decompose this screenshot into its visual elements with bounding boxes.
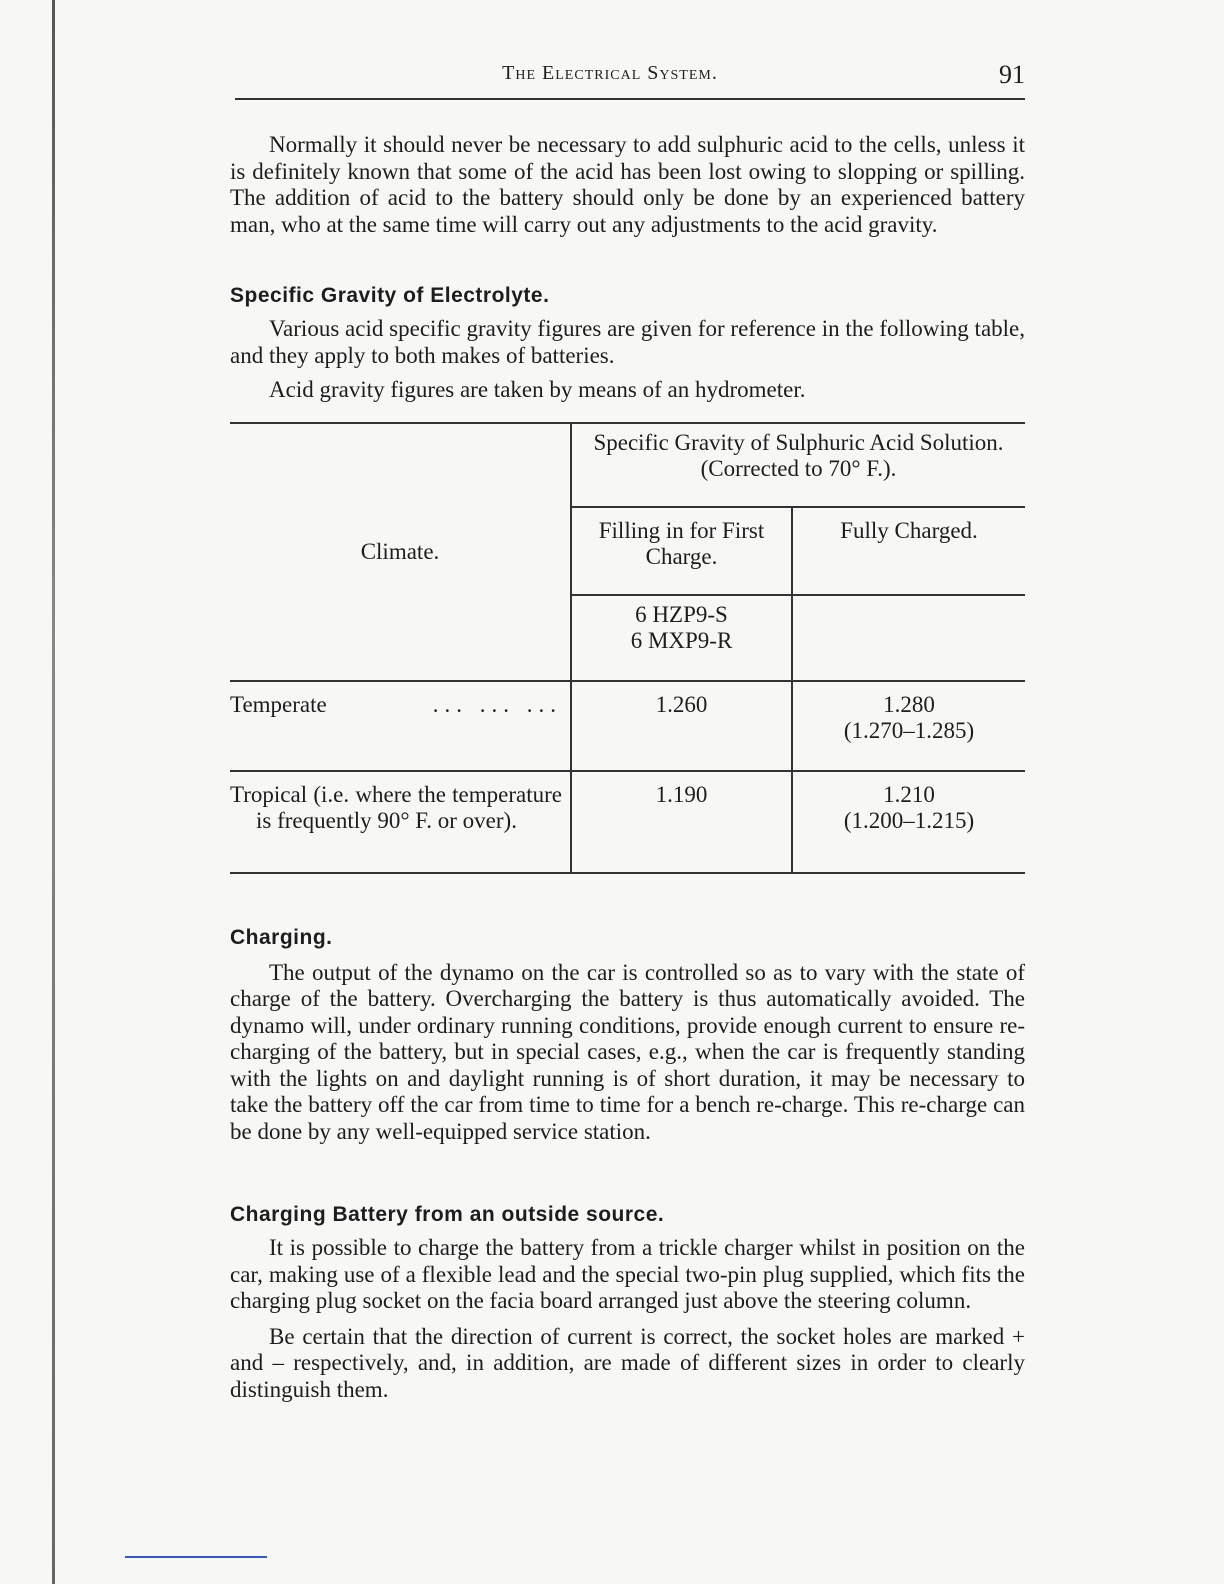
charged-temperate: 1.280	[883, 691, 935, 717]
climate-tropical: Tropical (i.e. where the temperature is frequently 90° F. or over).	[230, 781, 562, 833]
trickle-charger-paragraph: It is possible to charge the battery from a trickle charger whilst in position on the car, making use of a flexible lead and the special two-pin plug supplied, which fits the charging plug socket on the facia board arranged just above the steering column.	[230, 1235, 1025, 1313]
current-direction-paragraph: Be certain that the direction of current is correct, the socket holes are marked + and – respectively, and, in addition, are made of different sizes in order to clearly distinguish them.	[230, 1323, 1025, 1402]
charged-temperate-range: (1.270–1.285)	[843, 717, 975, 743]
filling-temperate: 1.260	[571, 681, 792, 771]
running-header	[235, 58, 1025, 100]
table-row-tropical	[230, 771, 1025, 873]
gravity-paragraph: Various acid specific gravity figures are given for reference in the following table, and they apply to both makes of batteries.	[230, 316, 1025, 368]
running-title: The Electrical System.	[502, 62, 718, 84]
group-header: Specific Gravity of Sulphuric Acid Solution. (Corrected to 70° F.).	[571, 423, 1025, 507]
page-number: 91	[999, 60, 1025, 89]
table-row-temperate	[230, 681, 1025, 771]
page-spine	[52, 0, 55, 1584]
hydrometer-paragraph: Acid gravity figures are taken by means of an hydrometer.	[269, 377, 806, 402]
charged-temperate-cell	[792, 681, 1025, 771]
dot-leader: ... ... ...	[432, 691, 562, 717]
climate-temperate-label: Temperate	[230, 691, 327, 717]
charged-tropical-cell	[792, 771, 1025, 873]
model-hzp9s: 6 HZP9-S	[635, 601, 728, 627]
models-cell	[571, 595, 792, 681]
col-header-filling: Filling in for First Charge.	[571, 507, 792, 595]
models-cell-empty	[792, 595, 1025, 681]
heading-specific-gravity: Specific Gravity of Electrolyte.	[230, 284, 550, 307]
filling-tropical: 1.190	[571, 771, 792, 873]
charged-tropical: 1.210	[883, 781, 935, 807]
heading-charging: Charging.	[230, 925, 333, 949]
climate-temperate	[230, 681, 571, 771]
charged-tropical-range: (1.200–1.215)	[843, 807, 975, 833]
gravity-table	[230, 422, 1025, 874]
climate-header: Climate.	[360, 538, 440, 564]
col-header-charged: Fully Charged.	[792, 507, 1025, 595]
model-mxp9r: 6 MXP9-R	[630, 627, 733, 653]
intro-paragraph: Normally it should never be necessary to add sulphuric acid to the cells, unless it is definitely known that some of the acid has been lost owing to slopping or spilling. The addition of acid to the battery should only be done by an experienced battery man, who at the same time will carry out any adjustments to the acid gravity.	[230, 132, 1025, 237]
document-page	[230, 58, 1025, 1403]
heading-outside-source: Charging Battery from an outside source.	[230, 1203, 665, 1226]
climate-tropical-cell	[230, 771, 571, 873]
footer-rule	[125, 1556, 267, 1558]
charging-paragraph: The output of the dynamo on the car is controlled so as to vary with the state of charge of the battery. Overcharging the battery is thus automatically avoided. The dynamo will, under ordinary running conditions, provide enough current to ensure re-charging of the battery, but in special cases, e.g., when the car is frequently standing with the lights on and daylight running is of short duration, it may be necessary to take the battery off the car from time to time for a bench re-charge. This re-charge can be done by any well-equipped service station.	[230, 959, 1025, 1144]
